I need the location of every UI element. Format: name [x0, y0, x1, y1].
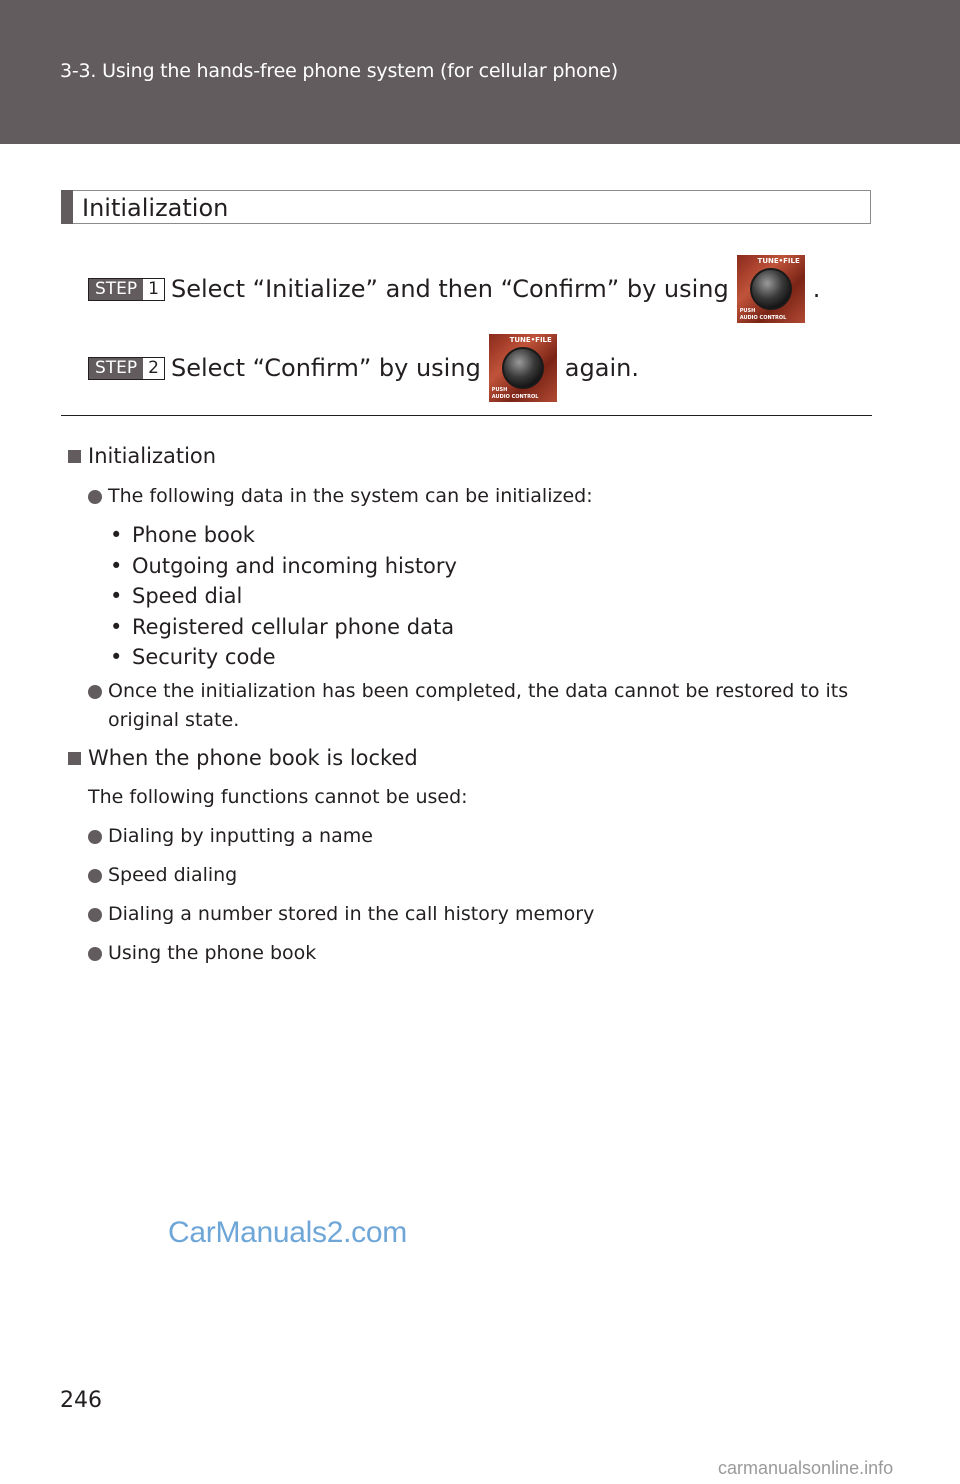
section-heading-bar [61, 190, 871, 224]
list-item: • Security code [110, 645, 276, 669]
knob-top-label: TUNE•FILE [509, 336, 552, 344]
note-bullet [88, 677, 858, 735]
watermark-text: CarManuals2.com [168, 1216, 407, 1249]
round-bullet-icon [88, 830, 102, 844]
initializable-data-list [108, 520, 457, 673]
tune-file-knob-icon [737, 255, 805, 323]
chapter-title: 3-3. Using the hands-free phone system (for cellular phone) [60, 60, 618, 82]
note-intro-text: The following functions cannot be used: [88, 786, 468, 808]
round-bullet-icon [88, 685, 102, 699]
step-2 [88, 334, 639, 402]
step-2-text-end: again. [564, 354, 639, 382]
square-bullet-icon [68, 752, 81, 765]
note-bullet [88, 861, 858, 890]
knob-push-label: PUSH [491, 387, 508, 393]
note-bullet [88, 939, 858, 968]
step-badge-label: STEP [89, 358, 143, 379]
step-1-badge [88, 278, 165, 301]
chapter-header [0, 0, 960, 144]
note-bullet [88, 900, 858, 929]
step-2-badge [88, 357, 165, 380]
knob-dial [750, 268, 792, 310]
note-bullet-text: Dialing by inputting a name [108, 825, 373, 847]
list-item: • Outgoing and incoming history [110, 553, 457, 578]
round-bullet-icon [88, 869, 102, 883]
step-2-text: Select “Confirm” by using [171, 354, 481, 382]
note-bullet-text: Once the initialization has been completed, the data cannot be restored to its original state. [108, 680, 849, 731]
step-badge-number: 1 [148, 278, 159, 299]
footer-site-text: carmanualsonline.info [718, 1458, 894, 1478]
knob-dial [502, 347, 544, 389]
note-heading-text: When the phone book is locked [88, 746, 418, 770]
knob-audio-control-label: AUDIO CONTROL [739, 315, 787, 321]
note-bullet-text: Using the phone book [108, 942, 317, 964]
step-badge-number: 2 [148, 357, 159, 378]
note-bullet [88, 482, 858, 511]
list-item: • Speed dial [110, 584, 243, 608]
note-bullet-text: The following data in the system can be initialized: [108, 485, 593, 507]
note-bullet-text: Speed dialing [108, 864, 238, 886]
note-heading-initialization [68, 444, 216, 468]
round-bullet-icon [88, 490, 102, 504]
square-bullet-icon [68, 450, 81, 463]
list-item: • Registered cellular phone data [110, 614, 455, 639]
knob-push-label: PUSH [739, 308, 756, 314]
tune-file-knob-icon [489, 334, 557, 402]
round-bullet-icon [88, 947, 102, 961]
note-heading-phone-book-locked [68, 746, 418, 770]
round-bullet-icon [88, 908, 102, 922]
note-bullet [88, 822, 858, 851]
section-divider [61, 415, 872, 416]
step-1-text-end: . [812, 275, 821, 303]
step-badge-label: STEP [89, 279, 143, 300]
knob-audio-control-label: AUDIO CONTROL [491, 394, 539, 400]
note-heading-text: Initialization [88, 444, 217, 468]
page-number: 246 [60, 1388, 102, 1413]
note-bullet-text: Dialing a number stored in the call history memory [108, 903, 595, 925]
step-1 [88, 255, 820, 323]
list-item: • Phone book [110, 523, 255, 547]
section-accent [61, 190, 73, 224]
knob-top-label: TUNE•FILE [757, 257, 800, 265]
step-1-text: Select “Initialize” and then “Confirm” by using [171, 275, 729, 303]
section-title: Initialization [82, 194, 229, 222]
